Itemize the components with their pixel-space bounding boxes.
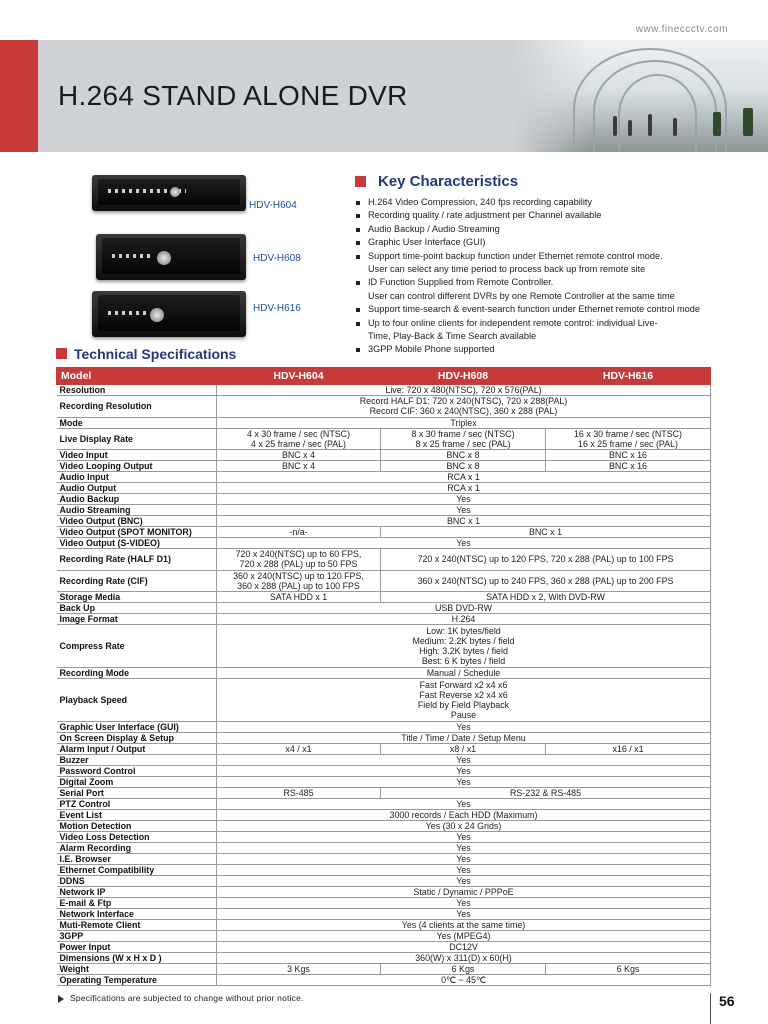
spec-value bbox=[217, 614, 711, 625]
spec-value-line: Fast Forward x2 x4 x6 bbox=[419, 680, 508, 691]
characteristic-text: Time, Play-Back & Time Search available bbox=[368, 331, 537, 342]
spec-value-line: RS-485 bbox=[283, 788, 314, 799]
footer-note: Specifications are subjected to change without prior notice. bbox=[70, 993, 304, 1003]
spec-value-line: BNC x 16 bbox=[609, 461, 647, 472]
spec-label: Compress Rate bbox=[57, 625, 217, 668]
spec-label: DDNS bbox=[57, 876, 217, 887]
spec-value bbox=[217, 887, 711, 898]
spec-row bbox=[57, 733, 711, 744]
spec-value-line: Yes bbox=[456, 876, 471, 887]
spec-label: On Screen Display & Setup bbox=[57, 733, 217, 744]
spec-value-line: BNC x 8 bbox=[446, 461, 480, 472]
spec-row bbox=[57, 799, 711, 810]
spec-value-line: Yes bbox=[456, 909, 471, 920]
spec-value-line: 720 x 240(NTSC) up to 60 FPS, bbox=[235, 549, 362, 560]
spec-row bbox=[57, 722, 711, 733]
spec-label: E-mail & Ftp bbox=[57, 898, 217, 909]
spec-value bbox=[381, 461, 546, 472]
spec-value bbox=[217, 854, 711, 865]
spec-label: Mode bbox=[57, 417, 217, 428]
spec-row bbox=[57, 494, 711, 505]
spec-row bbox=[57, 614, 711, 625]
spec-row bbox=[57, 854, 711, 865]
spec-row bbox=[57, 788, 711, 799]
spec-value bbox=[217, 505, 711, 516]
characteristic-text: User can control different DVRs by one Remote Controller at the same time bbox=[368, 290, 675, 301]
spec-value-line: Low: 1K bytes/field bbox=[426, 626, 501, 637]
spec-value bbox=[381, 570, 711, 592]
spec-value bbox=[217, 516, 711, 527]
characteristic-text: Audio Backup / Audio Streaming bbox=[368, 223, 500, 234]
spec-value bbox=[217, 931, 711, 942]
spec-value-line: 360(W) x 311(D) x 60(H) bbox=[415, 953, 512, 964]
characteristic-text: Recording quality / rate adjustment per Channel available bbox=[368, 210, 602, 221]
person-figure bbox=[628, 120, 632, 136]
spec-value-line: BNC x 4 bbox=[281, 450, 316, 461]
key-characteristics-list bbox=[356, 196, 736, 357]
spec-row bbox=[57, 668, 711, 679]
spec-row bbox=[57, 592, 711, 603]
characteristic-item bbox=[356, 209, 736, 222]
dvr-image-h604 bbox=[92, 175, 246, 211]
spec-row bbox=[57, 909, 711, 920]
spec-label: Alarm Recording bbox=[57, 843, 217, 854]
spec-value-line: Pause bbox=[450, 710, 477, 721]
spec-value bbox=[217, 975, 711, 986]
spec-value bbox=[217, 603, 711, 614]
spec-label: Image Format bbox=[57, 614, 217, 625]
plant-figure bbox=[713, 112, 721, 136]
spec-row bbox=[57, 755, 711, 766]
spec-value bbox=[546, 428, 711, 450]
spec-label: Alarm Input / Output bbox=[57, 744, 217, 755]
spec-value-line: Yes bbox=[456, 854, 471, 865]
spec-value-line: BNC x 1 bbox=[528, 527, 563, 538]
spec-label: Serial Port bbox=[57, 788, 217, 799]
spec-row bbox=[57, 766, 711, 777]
spec-value bbox=[217, 527, 381, 538]
spec-value bbox=[217, 549, 381, 571]
spec-label: Power Input bbox=[57, 942, 217, 953]
spec-row bbox=[57, 964, 711, 975]
spec-value-line: BNC x 16 bbox=[609, 450, 647, 461]
spec-row bbox=[57, 953, 711, 964]
section-marker bbox=[355, 176, 366, 187]
header-hdv-h604: HDV-H604 bbox=[217, 368, 381, 385]
spec-value-line: BNC x 1 bbox=[446, 516, 481, 527]
spec-label: Audio Input bbox=[57, 472, 217, 483]
spec-row bbox=[57, 483, 711, 494]
spec-label: Audio Output bbox=[57, 483, 217, 494]
spec-label: Resolution bbox=[57, 385, 217, 396]
spec-value bbox=[217, 832, 711, 843]
characteristic-item bbox=[356, 303, 736, 316]
characteristic-item bbox=[356, 250, 736, 277]
spec-value bbox=[217, 483, 711, 494]
key-characteristics-title: Key Characteristics bbox=[378, 173, 519, 190]
spec-value bbox=[381, 428, 546, 450]
characteristic-item bbox=[356, 196, 736, 209]
spec-label: Network Interface bbox=[57, 909, 217, 920]
spec-value-line: 6 Kgs bbox=[451, 964, 475, 975]
spec-value-line: x8 / x1 bbox=[449, 744, 477, 755]
spec-label: Audio Streaming bbox=[57, 505, 217, 516]
spec-row bbox=[57, 744, 711, 755]
spec-value bbox=[217, 799, 711, 810]
spec-value bbox=[546, 744, 711, 755]
spec-label: Recording Resolution bbox=[57, 396, 217, 418]
spec-value-line: 3000 records / Each HDD (Maximum) bbox=[389, 810, 538, 821]
spec-row bbox=[57, 385, 711, 396]
dvr-image-h616 bbox=[92, 291, 246, 337]
header-model: Model bbox=[57, 368, 217, 385]
spec-value-line: 360 x 240(NTSC) up to 120 FPS, bbox=[233, 571, 364, 582]
spec-label: Recording Rate (CIF) bbox=[57, 570, 217, 592]
spec-row bbox=[57, 603, 711, 614]
spec-label: Event List bbox=[57, 810, 217, 821]
spec-value bbox=[217, 964, 381, 975]
spec-value-line: 360 x 240(NTSC) up to 240 FPS, 360 x 288 (PAL) up to 200 FPS bbox=[417, 576, 674, 587]
spec-label: Buzzer bbox=[57, 755, 217, 766]
characteristic-text: 3GPP Mobile Phone supported bbox=[368, 344, 495, 355]
spec-value-line: 6 Kgs bbox=[616, 964, 640, 975]
spec-row bbox=[57, 428, 711, 450]
characteristic-text: Graphic User Interface (GUI) bbox=[368, 237, 486, 248]
spec-value bbox=[217, 777, 711, 788]
spec-row bbox=[57, 549, 711, 571]
spec-value-line: Yes bbox=[456, 843, 471, 854]
spec-label: Video Looping Output bbox=[57, 461, 217, 472]
spec-value bbox=[381, 592, 711, 603]
spec-value-line: 4 x 30 frame / sec (NTSC) bbox=[246, 428, 351, 439]
spec-value bbox=[381, 549, 711, 571]
spec-value-line: 4 x 25 frame / sec (PAL) bbox=[250, 438, 347, 449]
spec-row bbox=[57, 461, 711, 472]
spec-row bbox=[57, 570, 711, 592]
spec-value-line: 8 x 25 frame / sec (PAL) bbox=[415, 438, 511, 449]
spec-label: Muti-Remote Client bbox=[57, 920, 217, 931]
characteristic-text: Support time-search & event-search function under Ethernet remote control mode bbox=[368, 304, 700, 315]
spec-row bbox=[57, 516, 711, 527]
product-label-h616: HDV-H616 bbox=[253, 303, 301, 314]
spec-value-line: BNC x 4 bbox=[281, 461, 316, 472]
spec-value bbox=[217, 722, 711, 733]
spec-row bbox=[57, 679, 711, 722]
spec-value bbox=[217, 461, 381, 472]
spec-value-line: 16 x 30 frame / sec (NTSC) bbox=[573, 428, 682, 439]
spec-value-line: High: 3.2K bytes / field bbox=[419, 646, 508, 657]
spec-label: Password Control bbox=[57, 766, 217, 777]
spec-value bbox=[217, 876, 711, 887]
spec-value-line: USB DVD-RW bbox=[434, 603, 493, 614]
characteristic-item bbox=[356, 343, 736, 356]
spec-value bbox=[217, 898, 711, 909]
spec-row bbox=[57, 876, 711, 887]
spec-label: Digital Zoom bbox=[57, 777, 217, 788]
spec-value bbox=[217, 592, 381, 603]
spec-label: Live Display Rate bbox=[57, 428, 217, 450]
spec-value bbox=[217, 417, 711, 428]
spec-row bbox=[57, 887, 711, 898]
spec-value bbox=[217, 920, 711, 931]
spec-label: Operating Temperature bbox=[57, 975, 217, 986]
spec-label: Back Up bbox=[57, 603, 217, 614]
spec-value bbox=[217, 788, 381, 799]
spec-value bbox=[217, 942, 711, 953]
spec-value bbox=[217, 396, 711, 418]
spec-value-line: Manual / Schedule bbox=[426, 668, 501, 679]
product-label-h608: HDV-H608 bbox=[253, 253, 301, 264]
spec-value bbox=[217, 450, 381, 461]
spec-value bbox=[217, 909, 711, 920]
spec-row bbox=[57, 777, 711, 788]
spec-row bbox=[57, 931, 711, 942]
spec-row bbox=[57, 538, 711, 549]
spec-value-line: x4 / x1 bbox=[285, 744, 312, 755]
spec-value bbox=[381, 964, 546, 975]
spec-value bbox=[217, 668, 711, 679]
spec-value-line: 360 x 288 (PAL) up to 100 FPS bbox=[237, 581, 360, 592]
spec-value-line: Yes (30 x 24 Grids) bbox=[425, 821, 502, 832]
spec-label: Motion Detection bbox=[57, 821, 217, 832]
spec-value-line: Record HALF D1: 720 x 240(NTSC), 720 x 288(PAL) bbox=[359, 396, 568, 407]
spec-label: I.E. Browser bbox=[57, 854, 217, 865]
page-divider bbox=[710, 993, 711, 1024]
spec-value-line: Triplex bbox=[450, 417, 477, 428]
spec-header-row bbox=[57, 368, 711, 385]
spec-value bbox=[217, 953, 711, 964]
spec-label: Ethernet Compatibility bbox=[57, 865, 217, 876]
characteristic-text: Up to four online clients for independent remote control: individual Live- bbox=[368, 317, 658, 328]
spec-value bbox=[217, 428, 381, 450]
spec-label: Video Output (SPOT MONITOR) bbox=[57, 527, 217, 538]
technical-specifications-title: Technical Specifications bbox=[74, 346, 237, 362]
spec-value bbox=[546, 450, 711, 461]
spec-value bbox=[381, 788, 711, 799]
spec-label: Audio Backup bbox=[57, 494, 217, 505]
spec-label: Video Output (BNC) bbox=[57, 516, 217, 527]
spec-value-line: 16 x 25 frame / sec (PAL) bbox=[578, 438, 678, 449]
plant-figure bbox=[743, 108, 753, 136]
spec-label: Playback Speed bbox=[57, 679, 217, 722]
spec-value-line: H.264 bbox=[451, 614, 476, 625]
spec-value-line: Medium: 2.2K bytes / field bbox=[412, 636, 515, 647]
spec-value-line: Title / Time / Date / Setup Menu bbox=[401, 733, 526, 744]
spec-value-line: Yes bbox=[456, 505, 471, 516]
spec-label: PTZ Control bbox=[57, 799, 217, 810]
spec-value bbox=[217, 766, 711, 777]
characteristic-item bbox=[356, 236, 736, 249]
spec-value-line: Yes (MPEG4) bbox=[436, 931, 491, 942]
spec-value bbox=[381, 744, 546, 755]
spec-row bbox=[57, 472, 711, 483]
spec-value-line: Yes bbox=[456, 799, 471, 810]
spec-value bbox=[217, 744, 381, 755]
spec-label: Recording Mode bbox=[57, 668, 217, 679]
spec-value-line: Yes bbox=[456, 832, 471, 843]
spec-value-line: -n/a- bbox=[289, 527, 308, 538]
spec-label: Network IP bbox=[57, 887, 217, 898]
spec-value-line: Live: 720 x 480(NTSC), 720 x 576(PAL) bbox=[385, 385, 542, 395]
spec-value-line: RS-232 & RS-485 bbox=[509, 788, 582, 799]
characteristic-text: H.264 Video Compression, 240 fps recording capability bbox=[368, 197, 593, 207]
spec-value bbox=[217, 843, 711, 854]
spec-value-line: Yes bbox=[456, 865, 471, 876]
spec-label: Recording Rate (HALF D1) bbox=[57, 549, 217, 571]
spec-row bbox=[57, 898, 711, 909]
spec-label: Dimensions (W x H x D ) bbox=[57, 953, 217, 964]
spec-value bbox=[217, 865, 711, 876]
note-arrow-icon bbox=[58, 995, 64, 1003]
spec-value-line: 8 x 30 frame / sec (NTSC) bbox=[411, 428, 515, 439]
person-figure bbox=[673, 118, 677, 136]
spec-value-line: Yes bbox=[456, 777, 471, 788]
characteristic-text: ID Function Supplied from Remote Controller. bbox=[368, 277, 554, 288]
spec-row bbox=[57, 975, 711, 986]
spec-label: Video Input bbox=[57, 450, 217, 461]
spec-value bbox=[217, 472, 711, 483]
spec-value-line: 720 x 240(NTSC) up to 120 FPS, 720 x 288 (PAL) up to 100 FPS bbox=[417, 554, 674, 565]
spec-value-line: RCA x 1 bbox=[447, 472, 480, 483]
spec-value bbox=[217, 810, 711, 821]
spec-value-line: Record CIF: 360 x 240(NTSC), 360 x 288 (PAL) bbox=[369, 406, 558, 417]
spec-value-line: SATA HDD x 1 bbox=[269, 592, 328, 603]
spec-value-line: 3 Kgs bbox=[287, 964, 310, 975]
spec-row bbox=[57, 843, 711, 854]
section-marker bbox=[56, 348, 67, 359]
characteristic-item bbox=[356, 276, 736, 303]
spec-row bbox=[57, 417, 711, 428]
spec-label: Storage Media bbox=[57, 592, 217, 603]
page-title: H.264 STAND ALONE DVR bbox=[58, 80, 408, 111]
spec-row bbox=[57, 625, 711, 668]
spec-value-line: Best: 6 K bytes / field bbox=[421, 656, 506, 667]
spec-value-line: 720 x 288 (PAL) up to 50 FPS bbox=[239, 559, 358, 570]
spec-value bbox=[546, 461, 711, 472]
spec-label: Video Output (S-VIDEO) bbox=[57, 538, 217, 549]
spec-value bbox=[217, 733, 711, 744]
spec-value-line: Yes bbox=[456, 538, 471, 549]
spec-value bbox=[546, 964, 711, 975]
spec-value-line: BNC x 8 bbox=[446, 450, 480, 461]
dvr-image-h608 bbox=[96, 234, 246, 280]
spec-value-line: DC12V bbox=[449, 942, 478, 953]
spec-value-line: RCA x 1 bbox=[447, 483, 480, 494]
characteristic-item bbox=[356, 223, 736, 236]
spec-label: Video Loss Detection bbox=[57, 832, 217, 843]
spec-row bbox=[57, 942, 711, 953]
website-url[interactable]: www.fineccctv.com bbox=[635, 24, 728, 35]
characteristic-item bbox=[356, 317, 736, 344]
arch-shape bbox=[618, 74, 697, 152]
spec-value bbox=[381, 527, 711, 538]
red-accent-block bbox=[0, 40, 38, 152]
spec-value-line: x16 / x1 bbox=[612, 744, 644, 755]
spec-row bbox=[57, 450, 711, 461]
spec-row bbox=[57, 865, 711, 876]
spec-value-line: Yes bbox=[456, 722, 471, 733]
spec-value-line: Fast Reverse x2 x4 x6 bbox=[419, 690, 508, 701]
spec-row bbox=[57, 821, 711, 832]
spec-value-line: Yes bbox=[456, 755, 471, 766]
terminal-photo bbox=[513, 40, 768, 152]
spec-value-line: Yes bbox=[456, 494, 471, 505]
spec-value bbox=[217, 385, 711, 396]
product-label-h604: HDV-H604 bbox=[249, 200, 297, 211]
spec-value bbox=[381, 450, 546, 461]
spec-row bbox=[57, 396, 711, 418]
spec-value bbox=[217, 755, 711, 766]
spec-value-line: 0℃ ~ 45℃ bbox=[441, 975, 486, 986]
spec-row bbox=[57, 505, 711, 516]
spec-label: Graphic User Interface (GUI) bbox=[57, 722, 217, 733]
spec-value-line: Yes bbox=[456, 898, 471, 909]
characteristic-text: Support time-point backup function under Ethernet remote control mode. bbox=[368, 250, 663, 261]
spec-value-line: Field by Field Playback bbox=[417, 700, 510, 711]
spec-value bbox=[217, 679, 711, 722]
spec-row bbox=[57, 832, 711, 843]
person-figure bbox=[613, 116, 617, 136]
header-hdv-h616: HDV-H616 bbox=[546, 368, 711, 385]
spec-value bbox=[217, 625, 711, 668]
spec-label: 3GPP bbox=[57, 931, 217, 942]
spec-row bbox=[57, 810, 711, 821]
spec-value-line: Static / Dynamic / PPPoE bbox=[413, 887, 514, 898]
spec-value bbox=[217, 821, 711, 832]
characteristic-text: User can select any time period to process back up from remote site bbox=[368, 264, 646, 275]
spec-table bbox=[56, 367, 711, 986]
spec-value-line: Yes (4 clients at the same time) bbox=[401, 920, 526, 931]
spec-label: Weight bbox=[57, 964, 217, 975]
spec-value bbox=[217, 538, 711, 549]
header-hdv-h608: HDV-H608 bbox=[381, 368, 546, 385]
spec-row bbox=[57, 527, 711, 538]
person-figure bbox=[648, 114, 652, 136]
spec-row bbox=[57, 920, 711, 931]
spec-value bbox=[217, 494, 711, 505]
spec-value-line: SATA HDD x 2, With DVD-RW bbox=[486, 592, 605, 603]
spec-value-line: Yes bbox=[456, 766, 471, 777]
spec-value bbox=[217, 570, 381, 592]
page-number: 56 bbox=[719, 993, 735, 1009]
